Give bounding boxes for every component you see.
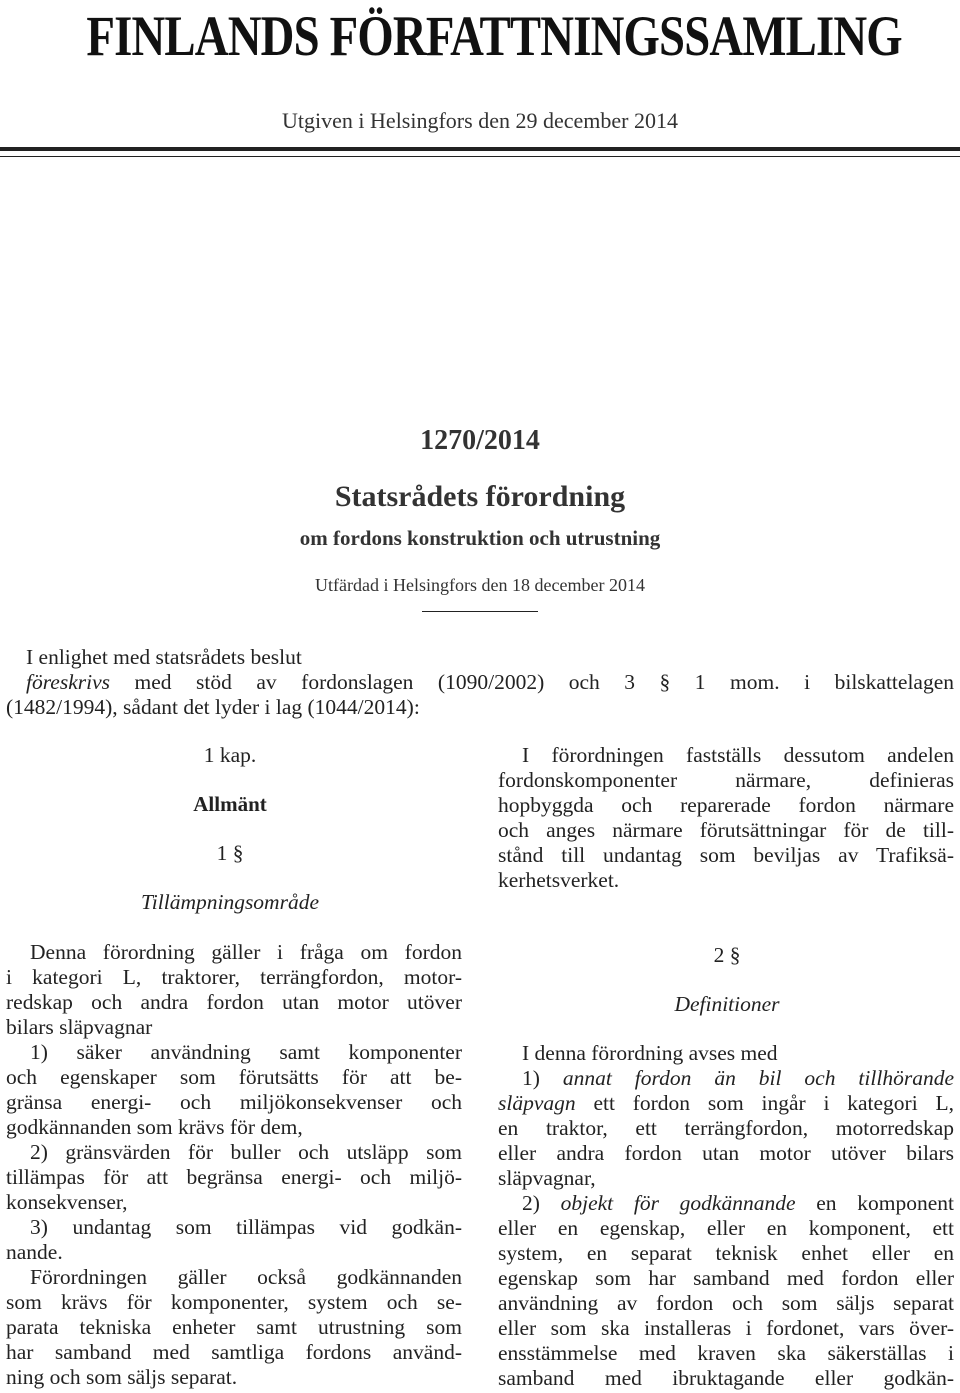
chapter-title: Allmänt — [193, 792, 267, 816]
text-line: gränsa energi- och miljökonsekvenser och — [6, 1090, 462, 1114]
definition-2-term: objekt för godkännande — [560, 1191, 796, 1215]
text-line: stånd till undantag som beviljas av Trafiksä- — [498, 843, 954, 867]
issued-date: Utfärdad i Helsingfors den 18 december 2014 — [315, 575, 645, 595]
text-line: egenskap som har samband med fordon eller — [498, 1266, 954, 1290]
text-line: hopbyggda och reparerade fordon närmare — [498, 793, 954, 817]
text-line: fordonskomponenter närmare, definieras — [498, 768, 954, 792]
text-line: Denna förordning gäller i fråga om fordon — [30, 940, 462, 964]
preamble-line-2-rest: med stöd av fordonslagen (1090/2002) och 3 § 1 mom. i bilskattelagen — [134, 670, 955, 694]
text-line: ning och som säljs separat. — [6, 1365, 238, 1389]
text-line: i kategori L, traktorer, terrängfordon, motor- — [6, 965, 462, 989]
text-line: ensstämmelse med kraven ska säkerställas i — [498, 1341, 954, 1365]
definition-1-text: ett fordon som ingår i kategori L, — [575, 1091, 954, 1115]
text-line: släpvagnar, — [498, 1166, 596, 1190]
section-1-number: 1 § — [216, 841, 244, 865]
text-line: som krävs för komponenter, system och se- — [6, 1290, 462, 1314]
text-line: nande. — [6, 1240, 63, 1264]
text-line: användning av fordon och som säljs separat — [498, 1291, 954, 1315]
document-title: Statsrådets förordning — [334, 480, 626, 513]
text-line: redskap och andra fordon utan motor utöver — [6, 990, 462, 1014]
text-line: en traktor, ett terrängfordon, motorredskap — [498, 1116, 954, 1140]
text-line: och anges närmare förutsättningar för de till- — [498, 818, 954, 842]
text-line: konsekvenser, — [6, 1190, 128, 1214]
preamble-line-3: (1482/1994), sådant det lyder i lag (1044/2014): — [6, 695, 420, 719]
definition-2-number: 2) — [522, 1191, 561, 1215]
section-2-number: 2 § — [713, 943, 741, 967]
preamble-line-1: I enlighet med statsrådets beslut — [26, 645, 302, 669]
text-line: Förordningen gäller också godkännanden — [30, 1265, 462, 1289]
chapter-number: 1 kap. — [203, 743, 257, 767]
text-line: parata tekniska enheter samt utrustning som — [6, 1315, 462, 1339]
definition-1-term: annat fordon än bil och tillhörande — [562, 1066, 954, 1090]
text-line: bilars släpvagnar — [6, 1015, 153, 1039]
definition-1-line-2 — [498, 1091, 954, 1116]
text-line: 3) undantag som tillämpas vid godkän- — [30, 1215, 462, 1239]
document-subtitle: om fordons konstruktion och utrustning — [299, 526, 661, 550]
preamble-italic-term: föreskrivs — [26, 670, 110, 694]
preamble-line-2 — [26, 670, 954, 695]
text-line: 2) gränsvärden för buller och utsläpp som — [30, 1140, 462, 1164]
title-divider — [422, 611, 538, 612]
text-line: samband med ibruktagande eller godkän- — [498, 1366, 954, 1390]
text-line: system, en separat teknisk enhet eller en — [498, 1241, 954, 1265]
publication-date: Utgiven i Helsingfors den 29 december 2014 — [282, 108, 678, 133]
masthead: FINLANDS FÖRFATTNINGSSAMLING — [86, 5, 902, 68]
definitions-intro: I denna förordning avses med — [522, 1041, 778, 1065]
text-line: och egenskaper som förutsätts för att be- — [6, 1065, 462, 1089]
header-rule-thick — [0, 147, 960, 151]
text-line: eller som ska installeras i fordonet, vars över- — [498, 1316, 954, 1340]
definition-1-line-1 — [522, 1066, 954, 1091]
text-line: 1) säker användning samt komponenter — [30, 1040, 462, 1064]
definition-1-number: 1) — [522, 1066, 563, 1090]
text-line: I förordningen fastställs dessutom andelen — [522, 743, 954, 767]
section-1-title: Tillämpningsområde — [141, 890, 319, 914]
document-number: 1270/2014 — [420, 425, 540, 456]
text-line: eller andra fordon utan motor utöver bilars — [498, 1141, 954, 1165]
definition-2-line-1 — [522, 1191, 954, 1216]
section-2-title: Definitioner — [674, 992, 780, 1016]
text-line: godkännanden som krävs för dem, — [6, 1115, 303, 1139]
definition-2-text: en komponent — [795, 1191, 954, 1215]
text-line: har samband med samtliga fordons använd- — [6, 1340, 462, 1364]
text-line: tillämpas för att begränsa energi- och miljö- — [6, 1165, 462, 1189]
definition-1-term-cont: släpvagn — [498, 1091, 576, 1115]
text-line: eller en egenskap, eller en komponent, ett — [498, 1216, 954, 1240]
header-rule-thin — [0, 156, 960, 157]
text-line: kerhetsverket. — [498, 868, 620, 892]
